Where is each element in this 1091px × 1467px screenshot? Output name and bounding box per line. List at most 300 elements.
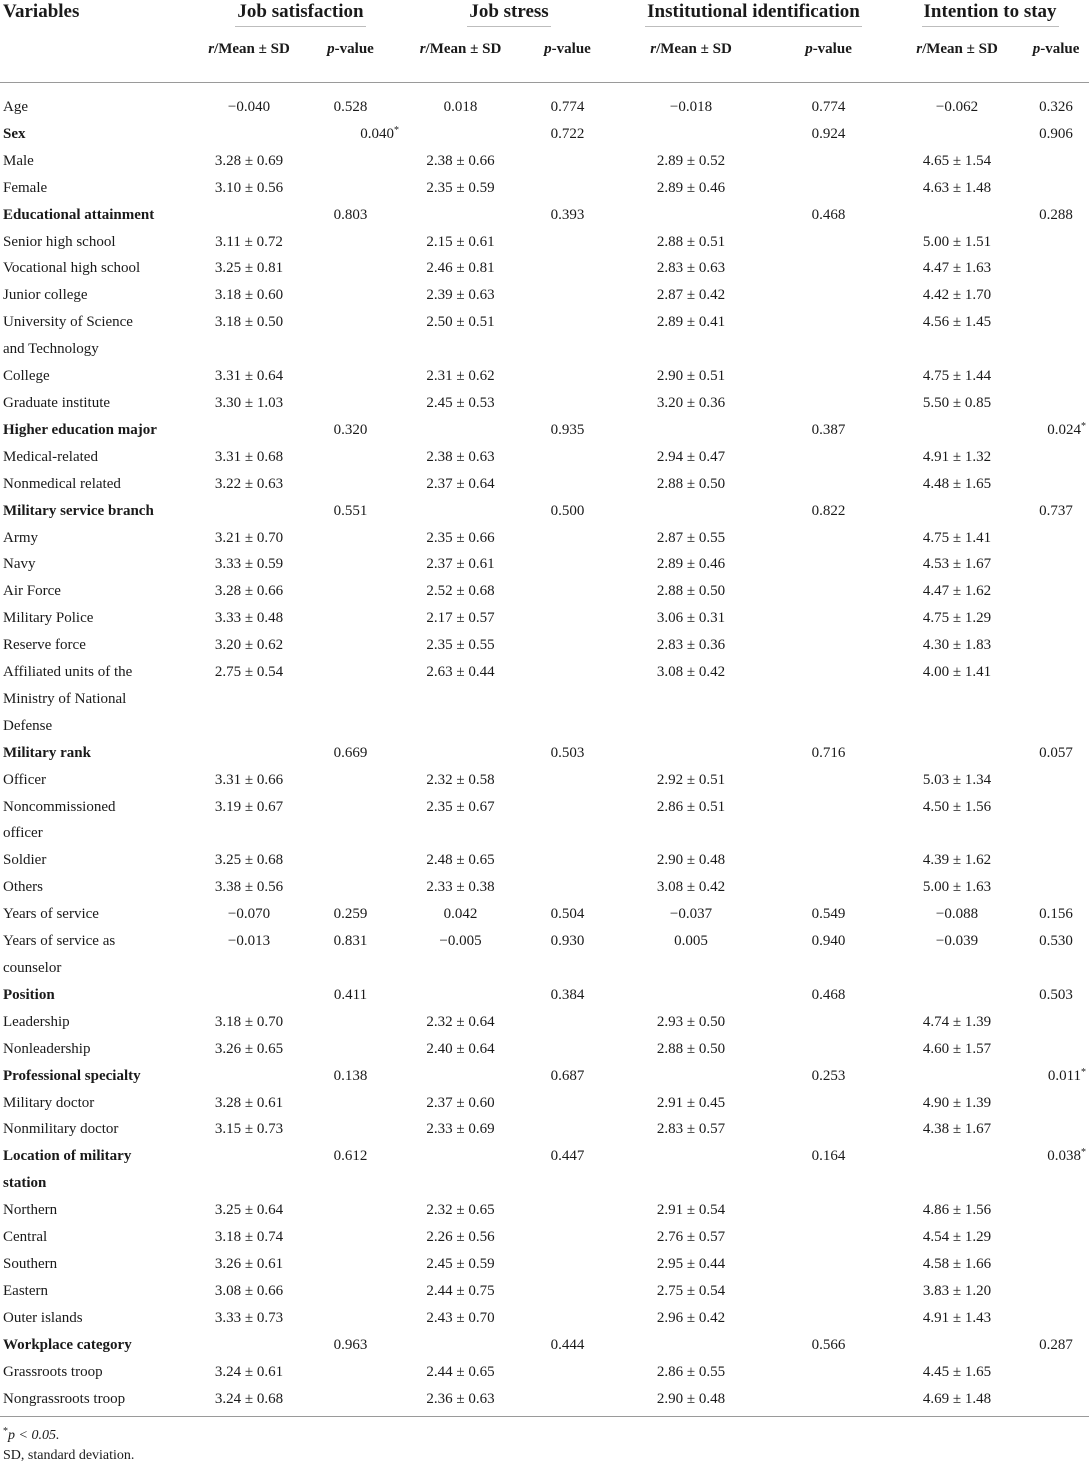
stat-cell [199,740,299,767]
stat-cell: 0.018 [443,99,478,115]
stat-cell [199,1063,299,1090]
pvalue-cell [766,148,891,175]
stat-cell: 2.50 ± 0.51 [426,314,495,331]
stat-cell: 2.83 ± 0.36 [656,637,726,654]
stat-cell: 0.042 [443,906,478,923]
stat-cell: 2.88 ± 0.50 [656,475,726,492]
pvalue-cell: 0.500 [550,502,585,519]
pvalue-cell: 0.503 [1039,986,1073,1003]
stat-cell: 2.83 ± 0.57 [656,1121,726,1138]
pvalue-cell [519,1197,616,1224]
row-label: Affiliated units of the Ministry of National Defense [3,664,133,734]
table-row [0,982,1089,1009]
row-label: Southern [3,1255,58,1272]
pvalue-subheader: p-value [327,41,374,57]
stat-cell: 3.31 ± 0.66 [214,771,284,788]
pvalue-cell [519,1224,616,1251]
pvalue-cell [299,175,402,202]
table-row [0,202,1089,229]
pvalue-cell [766,471,891,498]
pvalue-cell: 0.716 [811,744,846,761]
stat-cell [616,1332,766,1359]
stat-cell: 2.89 ± 0.46 [656,556,726,573]
stat-subheader: r/Mean ± SD [916,41,998,57]
stat-cell: 2.35 ± 0.67 [426,798,495,815]
table-row [0,525,1089,552]
stat-cell: 5.00 ± 1.63 [922,879,992,896]
row-label: Sex [3,125,26,142]
pvalue-cell [299,1009,402,1036]
pvalue-cell [766,551,891,578]
pvalue-cell [299,847,402,874]
pvalue-cell [766,444,891,471]
stat-cell: 2.87 ± 0.42 [656,287,726,304]
stat-cell: 3.33 ± 0.73 [214,1309,284,1326]
pvalue-cell [519,1090,616,1117]
pvalue-cell [299,1090,402,1117]
table-row [0,309,1089,363]
pvalue-cell [519,1305,616,1332]
job-satisfaction-header: Job satisfaction [199,0,402,27]
pvalue-cell [519,1116,616,1143]
stat-cell: 2.45 ± 0.59 [426,1255,495,1272]
pvalue-cell: 0.803 [333,206,368,223]
stat-cell: 4.90 ± 1.39 [922,1094,992,1111]
stat-cell: 2.46 ± 0.81 [426,260,495,277]
table-row [0,1090,1089,1117]
pvalue-cell: 0.822 [811,502,846,519]
pvalue-cell [519,659,616,740]
table-row [0,1224,1089,1251]
stat-cell: 3.06 ± 0.31 [656,610,726,627]
stat-cell [616,202,766,229]
stat-cell: 4.00 ± 1.41 [922,664,992,681]
pvalue-cell [766,175,891,202]
pvalue-cell [519,444,616,471]
pvalue-cell [299,1359,402,1386]
table-row [0,498,1089,525]
pvalue-cell [766,1197,891,1224]
table-row [0,175,1089,202]
pvalue-cell [299,794,402,848]
footnote-sd: SD, standard deviation. [3,1448,135,1463]
pvalue-cell [1023,551,1089,578]
stat-subheader: r/Mean ± SD [650,41,732,57]
row-label: Officer [3,771,47,788]
pvalue-cell [299,309,402,363]
stat-cell: 3.18 ± 0.70 [214,1013,284,1030]
stat-cell: −0.062 [935,99,979,115]
table-row [0,121,1089,148]
stat-cell: 2.33 ± 0.69 [426,1121,495,1138]
pvalue-subheader: p-value [805,41,852,57]
pvalue-cell [766,1278,891,1305]
stat-cell: 3.08 ± 0.66 [214,1282,284,1299]
stat-cell: 4.48 ± 1.65 [922,475,992,492]
row-label: Military doctor [3,1094,95,1111]
institutional-identification-header: Institutional identification [616,0,891,27]
pvalue-cell: 0.468 [811,206,846,223]
pvalue-cell [519,282,616,309]
pvalue-subheader: p-value [544,41,591,57]
pvalue-cell: 0.722 [550,125,585,142]
pvalue-cell [299,525,402,552]
pvalue-cell [299,551,402,578]
pvalue-cell [1023,1224,1089,1251]
row-label: Military Police [3,610,94,627]
stat-cell [616,740,766,767]
stat-cell [891,417,1023,444]
stat-cell: 2.48 ± 0.65 [426,852,495,869]
table-row [0,551,1089,578]
stat-cell: 2.32 ± 0.65 [426,1202,495,1219]
pvalue-cell: 0.528 [333,99,368,115]
pvalue-cell [766,794,891,848]
pvalue-cell: 0.930 [550,933,585,950]
row-label: Grassroots troop [3,1363,103,1380]
pvalue-cell: 0.156 [1039,906,1073,923]
stat-cell [199,982,299,1009]
stat-cell [891,1143,1023,1197]
stat-cell: 4.39 ± 1.62 [922,852,992,869]
stat-cell: 2.36 ± 0.63 [426,1390,495,1407]
stat-cell: 4.47 ± 1.63 [922,260,992,277]
pvalue-cell [766,229,891,256]
pvalue-cell [299,1197,402,1224]
pvalue-cell [519,1036,616,1063]
stat-cell: 4.65 ± 1.54 [922,152,992,169]
pvalue-cell: 0.774 [550,99,585,115]
row-label: Military rank [3,744,91,761]
pvalue-cell: 0.411 [333,986,368,1003]
stat-cell: 2.38 ± 0.63 [426,448,495,465]
stat-cell: 2.89 ± 0.41 [656,314,726,331]
pvalue-cell: 0.530 [1039,933,1073,950]
stat-cell: 3.18 ± 0.60 [214,287,284,304]
table-row [0,363,1089,390]
stat-cell [199,202,299,229]
pvalue-cell [1023,847,1089,874]
stat-cell: 2.90 ± 0.48 [656,1390,726,1407]
stat-cell: 4.60 ± 1.57 [922,1040,992,1057]
row-label: Others [3,879,43,896]
stat-cell [402,498,519,525]
pvalue-cell [299,1116,402,1143]
row-label: Male [3,152,34,169]
stat-cell: 5.50 ± 0.85 [922,394,992,411]
table-row [0,605,1089,632]
pvalue-cell: 0.057 [1039,744,1073,761]
pvalue-cell [519,363,616,390]
stat-cell: 2.92 ± 0.51 [656,771,726,788]
stat-subheader: r/Mean ± SD [208,41,290,57]
row-label: Graduate institute [3,394,111,411]
pvalue-cell [766,1116,891,1143]
row-label: Vocational high school [3,260,141,277]
subheader-blank [0,27,199,83]
stat-cell: 3.25 ± 0.68 [214,852,284,869]
pvalue-cell [299,255,402,282]
pvalue-cell: 0.566 [811,1336,846,1353]
pvalue-cell: 0.669 [333,744,368,761]
pvalue-cell [1023,1278,1089,1305]
pvalue-cell: 0.287 [1039,1336,1073,1353]
subheader-row [0,27,1089,83]
row-label: Age [3,99,28,115]
footnote-significance: *p < 0.05. [3,1426,60,1443]
stat-cell: −0.088 [935,906,979,923]
table-row [0,1036,1089,1063]
stat-cell: 3.24 ± 0.68 [214,1390,284,1407]
stat-cell: −0.070 [227,906,271,923]
row-label: Workplace category [3,1336,132,1353]
pvalue-cell: 0.612 [333,1148,368,1165]
table-bottom-rule [0,1416,1089,1417]
pvalue-cell [519,525,616,552]
table-row [0,1143,1089,1197]
table-row [0,417,1089,444]
stat-cell: 2.37 ± 0.61 [426,556,495,573]
pvalue-cell: 0.963 [333,1336,368,1353]
row-label: Years of service [3,906,99,923]
row-label: Nongrassroots troop [3,1390,126,1407]
stat-cell: 3.21 ± 0.70 [214,529,284,546]
row-label: Nonleadership [3,1040,91,1057]
stat-cell: 2.26 ± 0.56 [426,1229,495,1246]
pvalue-cell [519,229,616,256]
pvalue-cell: 0.387 [811,421,846,438]
row-label: Air Force [3,583,61,600]
pvalue-cell [519,1009,616,1036]
pvalue-cell: 0.253 [811,1067,846,1084]
stat-cell: 2.35 ± 0.55 [426,637,495,654]
stat-cell: 4.53 ± 1.67 [922,556,992,573]
stat-cell: −0.037 [669,906,713,923]
pvalue-cell [299,1251,402,1278]
stat-cell [891,1063,1023,1090]
stat-cell: 2.91 ± 0.54 [656,1202,726,1219]
row-label: Army [3,529,38,546]
stat-cell: 2.93 ± 0.50 [656,1013,726,1030]
stat-cell: −0.013 [227,933,271,950]
stat-cell: 2.44 ± 0.65 [426,1363,495,1380]
stat-cell: 2.35 ± 0.59 [426,179,495,196]
stat-cell: 4.91 ± 1.32 [922,448,992,465]
pvalue-subheader: p-value [1032,41,1080,57]
table-row [0,1063,1089,1090]
stat-cell: 3.25 ± 0.64 [214,1202,284,1219]
pvalue-cell [1023,874,1089,901]
stat-cell: 3.28 ± 0.66 [214,583,284,600]
row-label: Eastern [3,1282,48,1299]
row-label: Soldier [3,852,47,869]
stat-cell: 2.90 ± 0.51 [656,368,726,385]
table-row [0,874,1089,901]
pvalue-cell [766,847,891,874]
pvalue-cell: 0.393 [550,206,585,223]
pvalue-cell [299,659,402,740]
stat-cell: 2.52 ± 0.68 [426,583,495,600]
stat-cell: 4.56 ± 1.45 [922,314,992,331]
stat-cell: 5.00 ± 1.51 [922,233,992,250]
stat-cell [891,1332,1023,1359]
stat-cell: 3.11 ± 0.72 [215,233,283,250]
row-label: Female [3,179,48,196]
pvalue-cell: 0.288 [1039,206,1073,223]
stat-cell: 3.28 ± 0.61 [214,1094,284,1111]
pvalue-cell [1023,578,1089,605]
stat-cell: 2.31 ± 0.62 [426,368,495,385]
pvalue-cell [299,767,402,794]
pvalue-cell [519,471,616,498]
table-row [0,901,1089,928]
pvalue-cell [1023,632,1089,659]
stat-cell: 2.86 ± 0.55 [656,1363,726,1380]
row-label: Outer islands [3,1309,83,1326]
row-label: Medical-related [3,448,98,465]
pvalue-cell [519,847,616,874]
stat-cell: 3.26 ± 0.65 [214,1040,284,1057]
row-label: Years of service as counselor [3,933,116,976]
pvalue-cell [1023,363,1089,390]
pvalue-cell: 0.906 [1039,125,1073,142]
pvalue-cell: 0.011* [1047,1066,1087,1084]
pvalue-cell: 0.024* [1047,420,1087,438]
pvalue-cell [1023,1197,1089,1224]
stat-cell: 2.15 ± 0.61 [426,233,495,250]
table-row [0,1359,1089,1386]
stat-cell [402,202,519,229]
stat-cell: 4.75 ± 1.41 [922,529,992,546]
stat-cell: 3.18 ± 0.74 [214,1229,284,1246]
pvalue-cell: 0.504 [550,906,585,923]
row-label: Leadership [3,1013,70,1030]
pvalue-cell [766,1090,891,1117]
pvalue-cell [1023,794,1089,848]
table-row [0,471,1089,498]
pvalue-cell: 0.687 [550,1067,585,1084]
stat-cell: −0.005 [439,933,482,950]
pvalue-cell: 0.935 [550,421,585,438]
stat-cell: 3.24 ± 0.61 [214,1363,284,1380]
pvalue-cell [766,605,891,632]
pvalue-cell: 0.040* [360,124,399,142]
pvalue-cell [766,363,891,390]
stat-cell: 2.39 ± 0.63 [426,287,495,304]
table-row [0,847,1089,874]
stat-cell: 2.37 ± 0.64 [426,475,495,492]
stat-cell: 3.31 ± 0.68 [214,448,284,465]
stat-cell: 2.43 ± 0.70 [426,1309,495,1326]
row-label: Nonmilitary doctor [3,1121,119,1138]
pvalue-cell [519,309,616,363]
stat-cell: 3.22 ± 0.63 [214,475,284,492]
pvalue-cell [519,175,616,202]
pvalue-cell: 0.831 [333,933,368,950]
stat-cell: 0.005 [674,933,708,950]
pvalue-cell [299,1036,402,1063]
stat-cell: 2.96 ± 0.42 [656,1309,726,1326]
pvalue-cell [519,1251,616,1278]
pvalue-cell [299,578,402,605]
group-header-row [0,0,1089,27]
pvalue-cell [519,255,616,282]
stat-cell [616,417,766,444]
row-label: University of Science and Technology [3,314,133,358]
pvalue-cell [299,1278,402,1305]
table-row [0,659,1089,740]
stat-cell: 3.25 ± 0.81 [214,260,284,277]
pvalue-cell [519,1278,616,1305]
table-row [0,578,1089,605]
pvalue-cell [1023,309,1089,363]
footnote-significance-text: p < 0.05. [8,1428,60,1443]
stat-cell: 4.30 ± 1.83 [922,637,992,654]
pvalue-cell [766,255,891,282]
table-row [0,1305,1089,1332]
pvalue-cell [519,605,616,632]
pvalue-cell [766,390,891,417]
row-label: Northern [3,1202,58,1219]
stat-cell: 2.32 ± 0.58 [426,771,495,788]
stat-cell [199,417,299,444]
stat-cell: 2.90 ± 0.48 [656,852,726,869]
stat-cell: 3.33 ± 0.48 [214,610,284,627]
pvalue-cell [299,605,402,632]
pvalue-cell [1023,1090,1089,1117]
pvalue-cell [519,767,616,794]
pvalue-cell [519,1359,616,1386]
stat-cell: −0.040 [227,99,271,115]
pvalue-cell [1023,255,1089,282]
stat-cell [199,121,299,148]
stat-cell [402,417,519,444]
stat-cell: 2.88 ± 0.50 [656,1040,726,1057]
table-row [0,1116,1089,1143]
pvalue-cell [1023,1036,1089,1063]
pvalue-cell [299,444,402,471]
pvalue-cell [299,148,402,175]
pvalue-cell [519,632,616,659]
stat-cell: 2.63 ± 0.44 [426,664,495,681]
stat-cell: 4.42 ± 1.70 [922,287,992,304]
table-body [0,83,1089,1423]
pvalue-cell: 0.384 [550,986,585,1003]
pvalue-cell: 0.320 [333,421,368,438]
pvalue-cell: 0.551 [333,502,368,519]
stat-cell: 3.19 ± 0.67 [214,798,284,815]
pvalue-cell [1023,229,1089,256]
pvalue-cell [1023,471,1089,498]
table-row [0,1197,1089,1224]
table-row [0,390,1089,417]
pvalue-cell [1023,767,1089,794]
stat-cell: 2.32 ± 0.64 [426,1013,495,1030]
row-label: Central [3,1229,48,1246]
job-stress-header: Job stress [402,0,616,27]
variables-header: Variables [3,1,80,22]
pvalue-cell [766,767,891,794]
pvalue-cell: 0.038* [1047,1147,1087,1165]
pvalue-cell [1023,390,1089,417]
stat-cell: 2.87 ± 0.55 [656,529,726,546]
pvalue-cell [1023,1251,1089,1278]
row-label: Location of military station [3,1148,132,1192]
row-label: Junior college [3,287,88,304]
stat-cell: 2.35 ± 0.66 [426,529,495,546]
stat-cell: 4.50 ± 1.56 [922,798,992,815]
pvalue-cell [299,1224,402,1251]
